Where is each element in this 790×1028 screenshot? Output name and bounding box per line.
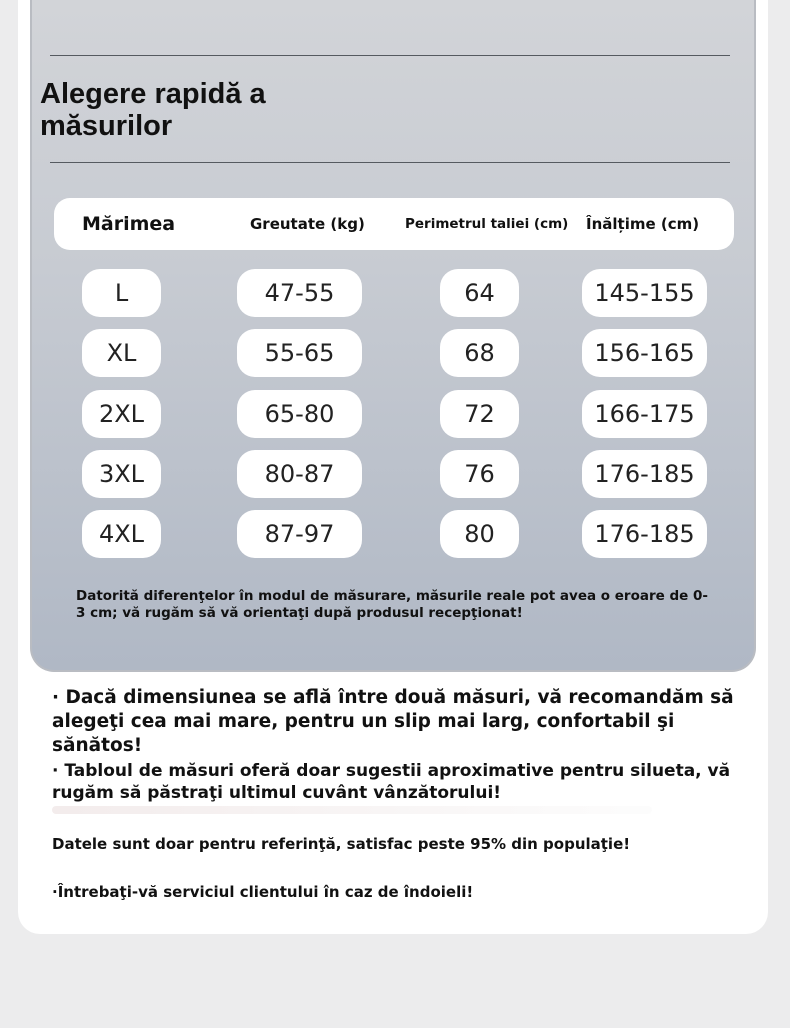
faded-divider xyxy=(52,806,652,814)
waist-cell: 68 xyxy=(440,329,519,377)
height-cell: 156-165 xyxy=(582,329,707,377)
header-size: Mărimea xyxy=(82,213,176,235)
table-header xyxy=(54,198,734,250)
weight-cell: 55-65 xyxy=(237,329,362,377)
height-cell: 176-185 xyxy=(582,450,707,498)
weight-cell: 80-87 xyxy=(237,450,362,498)
waist-cell: 64 xyxy=(440,269,519,317)
height-cell: 176-185 xyxy=(582,510,707,558)
top-divider xyxy=(50,55,730,56)
height-cell: 166-175 xyxy=(582,390,707,438)
page-title: Alegere rapidă a măsurilor xyxy=(40,78,266,142)
weight-cell: 65-80 xyxy=(237,390,362,438)
waist-cell: 72 xyxy=(440,390,519,438)
bullet-between-sizes: · Dacă dimensiunea se află între două măsuri, vă recomandăm să alegeţi cea mai mare, pentru un slip mai larg, confortabil şi sănătos! xyxy=(52,687,734,756)
measurement-note: Datorită diferenţelor în modul de măsurare, măsurile reale pot avea o eroare de 0-3 cm; vă rugăm să vă orientaţi după produsul recepţionat! xyxy=(76,588,709,621)
bullet-ask-service: ·Întrebaţi-vă serviciul clientului în caz de îndoieli! xyxy=(52,883,474,901)
size-cell: 2XL xyxy=(82,390,161,438)
title-divider xyxy=(50,162,730,163)
header-weight: Greutate (kg) xyxy=(250,215,365,233)
height-cell: 145-155 xyxy=(582,269,707,317)
header-waist: Perimetrul taliei (cm) xyxy=(405,216,569,232)
recommendations xyxy=(52,686,752,902)
weight-cell: 87-97 xyxy=(237,510,362,558)
size-cell: XL xyxy=(82,329,161,377)
waist-cell: 80 xyxy=(440,510,519,558)
size-cell: 3XL xyxy=(82,450,161,498)
waist-cell: 76 xyxy=(440,450,519,498)
size-cell: L xyxy=(82,269,161,317)
size-cell: 4XL xyxy=(82,510,161,558)
header-height: Înălțime (cm) xyxy=(586,215,700,233)
weight-cell: 47-55 xyxy=(237,269,362,317)
bullet-reference: Datele sunt doar pentru referinţă, satisfac peste 95% din populaţie! xyxy=(52,835,631,853)
bullet-approximate: · Tabloul de măsuri oferă doar sugestii aproximative pentru silueta, vă rugăm să păstraţi ultimul cuvânt vânzătorului! xyxy=(52,761,731,803)
